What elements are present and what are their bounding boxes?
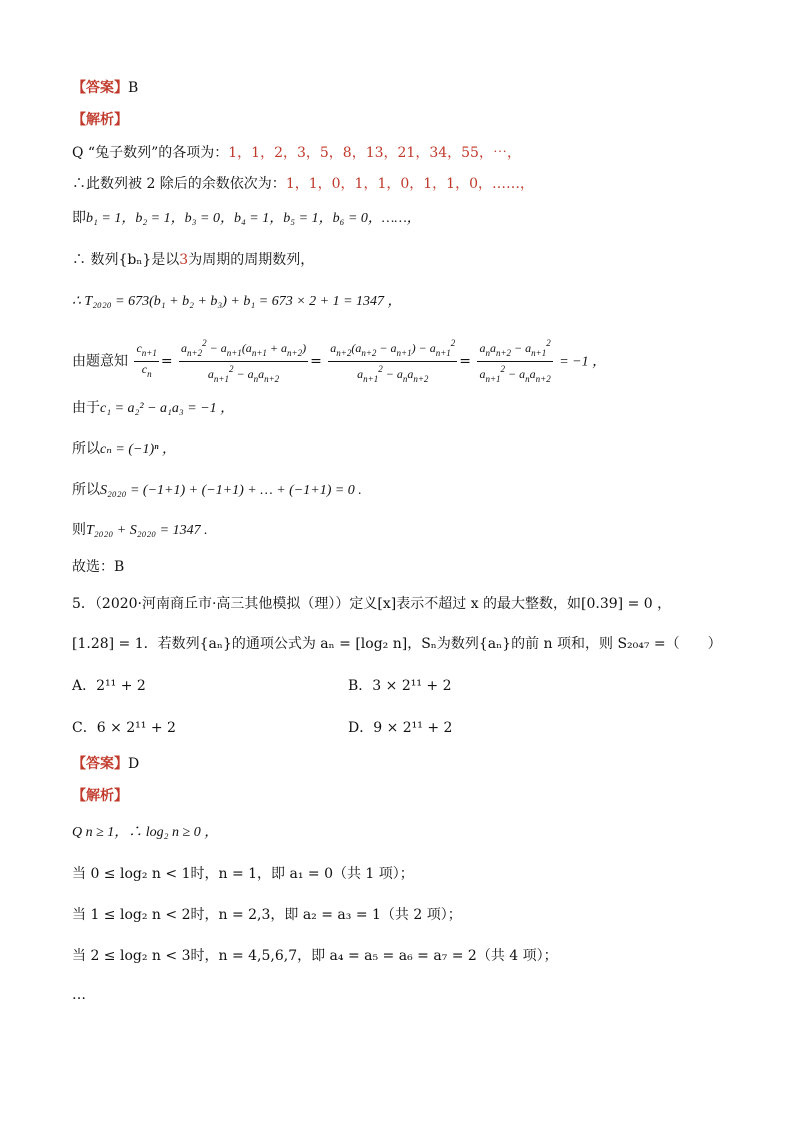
answer-line-2: 【答案】D	[72, 756, 140, 772]
solution-line-4: 当 2 ≤ log₂ n < 3时，n = 4,5,6,7，即 a₄ = a₅ = a₆ = a₇ = 2（共 4 项）；	[72, 948, 558, 964]
T-sum-line: ∴ T₂₀₂₀ = 673(b₁ + b₂ + b₃) + b₁ = 673 × 2 + 1 = 1347 ，	[72, 294, 402, 309]
solution-line-5: …	[72, 987, 86, 1003]
sequence-terms-line: Q “兔子数列”的各项为：1，1，2，3，5，8，13，21，34，55，⋯，	[72, 145, 521, 161]
answer-line-1	[72, 78, 138, 98]
S-sum-line: 所以S₂₀₂₀ = (−1+1) + (−1+1) + … + (−1+1) = 0 .	[72, 482, 362, 498]
fraction-2: $\frac{a_{n+2}^2 - a_{n+1}(a_{n+1} + a_{n+2})}{a_{n+1}^2 - a_na_{n+2}}$	[181, 338, 307, 384]
remainder-line: ∴此数列被 2 除后的余数依次为：1，1，0，1，1，0，1，1，0，……，	[72, 176, 534, 192]
analysis-label-1: 【解析】	[72, 112, 128, 128]
T-plus-S-line: 则T₂₀₂₀ + S₂₀₂₀ = 1347 .	[72, 522, 208, 538]
solution-line-2: 当 0 ≤ log₂ n < 1时，n = 1，即 a₁ = 0（共 1 项）；	[72, 866, 414, 882]
c1-line: 由于c₁ = a₂² − a₁a₃ = −1 ，	[72, 400, 235, 416]
question-5-line-1: 5．（2020·河南商丘市·高三其他模拟（理））定义[x]表示不超过 x 的最大整数，如[0.39] = 0 ，	[72, 596, 672, 612]
option-b[interactable]: B．3 × 2¹¹ + 2	[348, 678, 452, 694]
analysis-label-2: 【解析】	[72, 788, 128, 804]
ratio-line: 由题意知 $\frac{c_{n+1}}{c_n}$ = $\frac{a_{n+2}^2 - a_{n+1}(a_{n+1} + a_{n+2})}{a_{n+1}^2 - a_na_{n+2}}$ = $\frac{a_{n+2}(a_{n+2} - a_{n+1}) - a_{n+1}^2}{a_{n+1}^2 - a_na_{n+2}}$ = $\frac{a_na_{n+2} - a_{n+1}^2}{a_{n+1}^2 - a_na_{n+2}}$ = −1 ，	[72, 336, 606, 387]
fraction-3: $\frac{a_{n+2}(a_{n+2} - a_{n+1}) - a_{n+1}^2}{a_{n+1}^2 - a_na_{n+2}}$	[330, 338, 456, 384]
answer-label: 【答案】	[72, 80, 128, 96]
option-a[interactable]: A．2¹¹ + 2	[72, 678, 146, 694]
cn-line: 所以cₙ = (−1)ⁿ ，	[72, 441, 177, 457]
solution-line-1: Q n ≥ 1，∴ log₂ n ≥ 0 ，	[72, 825, 219, 840]
period-line: ∴ 数列{bₙ}是以3为周期的周期数列，	[72, 252, 315, 268]
fraction-1: $\frac{c_{n+1}}{c_n}$	[136, 341, 157, 379]
option-c[interactable]: C．6 × 2¹¹ + 2	[72, 720, 176, 736]
choose-line: 故选：B	[72, 559, 125, 575]
b-values-line: 即b₁ = 1，b₂ = 1，b₃ = 0，b₄ = 1，b₅ = 1，b₆ = 0，……，	[72, 210, 421, 226]
fraction-4: $\frac{a_na_{n+2} - a_{n+1}^2}{a_{n+1}^2 - a_na_{n+2}}$	[479, 338, 551, 384]
option-d[interactable]: D．9 × 2¹¹ + 2	[348, 720, 453, 736]
solution-line-3: 当 1 ≤ log₂ n < 2时，n = 2,3，即 a₂ = a₃ = 1（共 2 项）；	[72, 907, 462, 923]
question-5-line-2: [1.28] = 1．若数列{aₙ}的通项公式为 aₙ = [log₂ n]，Sₙ为数列{aₙ}的前 n 项和，则 S₂₀₄₇ =（ ）	[72, 636, 722, 652]
answer-value: B	[128, 80, 139, 96]
